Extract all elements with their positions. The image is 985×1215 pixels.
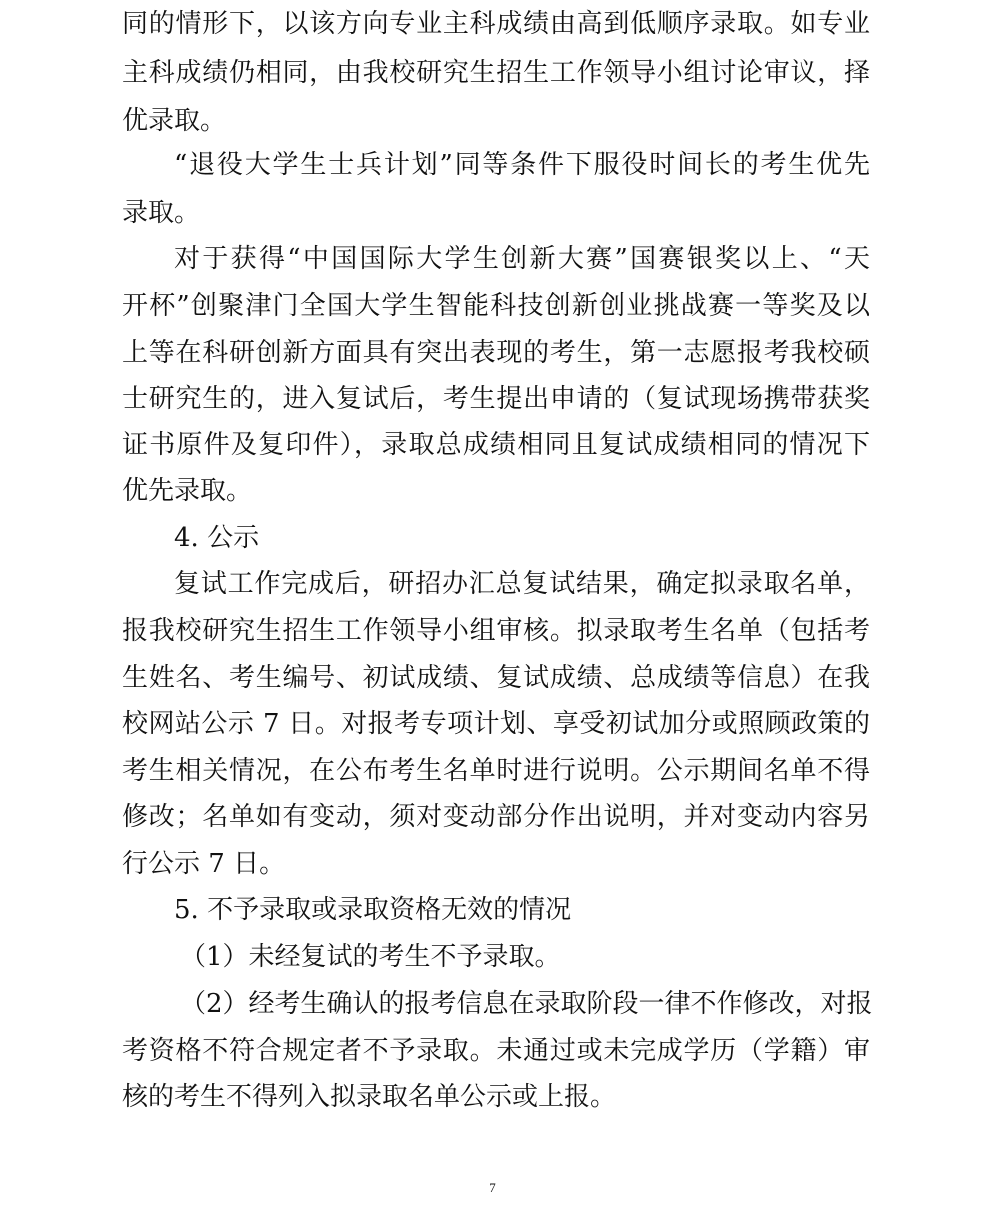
body-text-line: “退役大学生士兵计划”同等条件下服役时间长的考生优先	[174, 150, 870, 180]
body-text-line: 同的情形下，以该方向专业主科成绩由高到低顺序录取。如专业	[122, 9, 870, 39]
list-item: （1）未经复试的考生不予录取。	[180, 942, 561, 972]
body-text-line: 录取。	[122, 198, 201, 228]
list-item: （2）经考生确认的报考信息在录取阶段一律不作修改，对报	[180, 989, 873, 1019]
body-text-line: 开杯”创聚津门全国大学生智能科技创新创业挑战赛一等奖及以	[122, 291, 870, 321]
body-text-line: 考资格不符合规定者不予录取。未通过或未完成学历（学籍）审	[122, 1036, 870, 1066]
body-text-line: 主科成绩仍相同，由我校研究生招生工作领导小组讨论审议，择	[122, 58, 870, 88]
section-heading: 4. 公示	[174, 523, 260, 553]
body-text-line: 复试工作完成后，研招办汇总复试结果，确定拟录取名单，	[174, 569, 870, 599]
body-text-line: 核的考生不得列入拟录取名单公示或上报。	[122, 1082, 617, 1112]
body-text-line: 生姓名、考生编号、初试成绩、复试成绩、总成绩等信息）在我	[122, 663, 870, 693]
body-text-line: 优录取。	[122, 106, 227, 136]
body-text-line: 考生相关情况，在公布考生名单时进行说明。公示期间名单不得	[122, 756, 870, 786]
section-heading: 5. 不予录取或录取资格无效的情况	[174, 895, 572, 925]
body-text-line: 上等在科研创新方面具有突出表现的考生，第一志愿报考我校硕	[122, 338, 870, 368]
body-text-line: 修改；名单如有变动，须对变动部分作出说明，并对变动内容另	[122, 802, 870, 832]
body-text-line: 对于获得“中国国际大学生创新大赛”国赛银奖以上、“天	[174, 244, 870, 274]
body-text-line: 校网站公示 7 日。对报考专项计划、享受初试加分或照顾政策的	[122, 709, 870, 739]
body-text-line: 行公示 7 日。	[122, 849, 286, 879]
body-text-line: 证书原件及复印件），录取总成绩相同且复试成绩相同的情况下	[122, 430, 870, 460]
page-number: 7	[489, 1180, 496, 1195]
body-text-line: 报我校研究生招生工作领导小组审核。拟录取考生名单（包括考	[122, 616, 870, 646]
body-text-line: 优先录取。	[122, 476, 253, 506]
body-text-line: 士研究生的，进入复试后，考生提出申请的（复试现场携带获奖	[122, 384, 870, 414]
